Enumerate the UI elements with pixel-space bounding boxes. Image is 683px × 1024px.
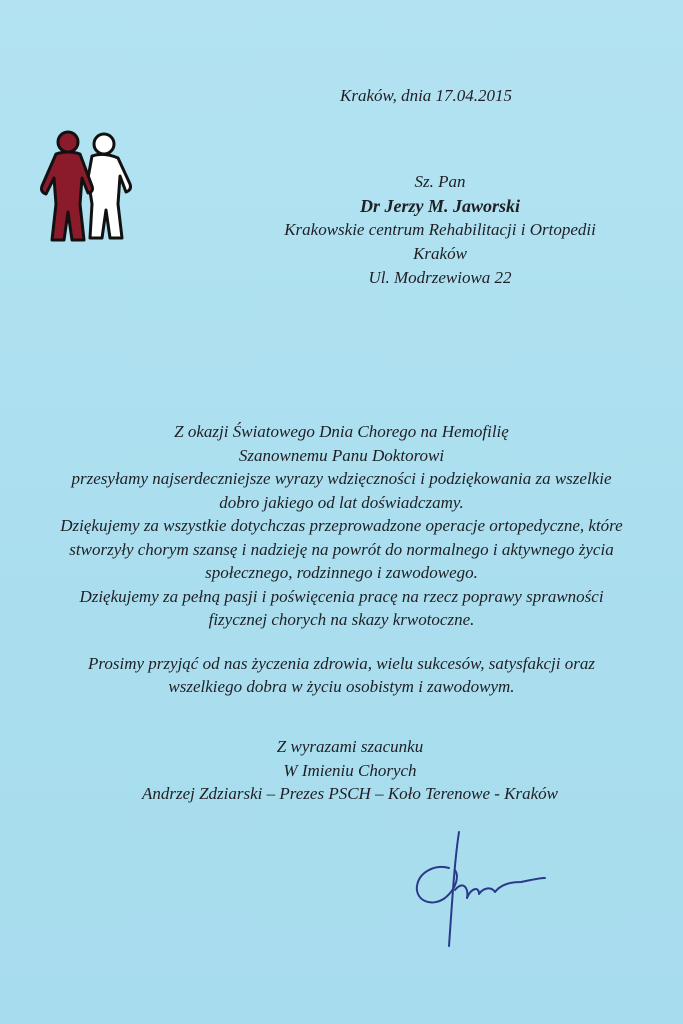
letter-body	[20, 420, 663, 699]
addressee-street: Ul. Modrzewiowa 22	[368, 268, 512, 287]
body-line: wszelkiego dobra w życiu osobistym i zawodowym.	[168, 677, 515, 696]
body-line: społecznego, rodzinnego i zawodowego.	[205, 563, 478, 582]
body-line: Dziękujemy za pełną pasji i poświęcenia pracę na rzecz poprawy sprawności	[79, 586, 604, 606]
body-line: Prosimy przyjąć od nas życzenia zdrowia, wielu sukcesów, satysfakcji oraz	[88, 653, 595, 673]
addressee-name: Dr Jerzy M. Jaworski	[359, 196, 520, 216]
body-line: fizycznej chorych na skazy krwotoczne.	[208, 610, 475, 629]
addressee-institution: Krakowskie centrum Rehabilitacji i Ortopedii	[284, 220, 596, 239]
body-line: Szanownemu Panu Doktorowi	[238, 445, 445, 465]
body-line: dobro jakiego od lat doświadczamy.	[219, 492, 464, 512]
closing-block	[80, 735, 620, 806]
handwritten-signature-icon	[405, 828, 555, 958]
body-line: Z okazji Światowego Dnia Chorego na Hemofilię	[174, 422, 509, 441]
body-line: stworzyły chorym szansę i nadzieję na powrót do normalnego i aktywnego życia	[69, 539, 614, 559]
two-figures-logo-icon	[34, 126, 146, 246]
closing-line: W Imieniu Chorych	[283, 760, 417, 780]
paragraph-spacer	[20, 632, 663, 652]
body-line: przesyłamy najserdeczniejsze wyrazy wdzięczności i podziękowania za wszelkie	[71, 469, 612, 488]
addressee-block	[240, 170, 640, 290]
closing-line: Z wyrazami szacunku	[276, 737, 424, 756]
body-line: Dziękujemy za wszystkie dotychczas przeprowadzone operacje ortopedyczne, które	[60, 516, 623, 535]
salutation: Sz. Pan	[414, 172, 466, 191]
letter-date: Kraków, dnia 17.04.2015	[340, 86, 513, 105]
addressee-city: Kraków	[413, 244, 467, 263]
closing-signatory: Andrzej Zdziarski – Prezes PSCH – Koło Terenowe - Kraków	[141, 784, 559, 803]
